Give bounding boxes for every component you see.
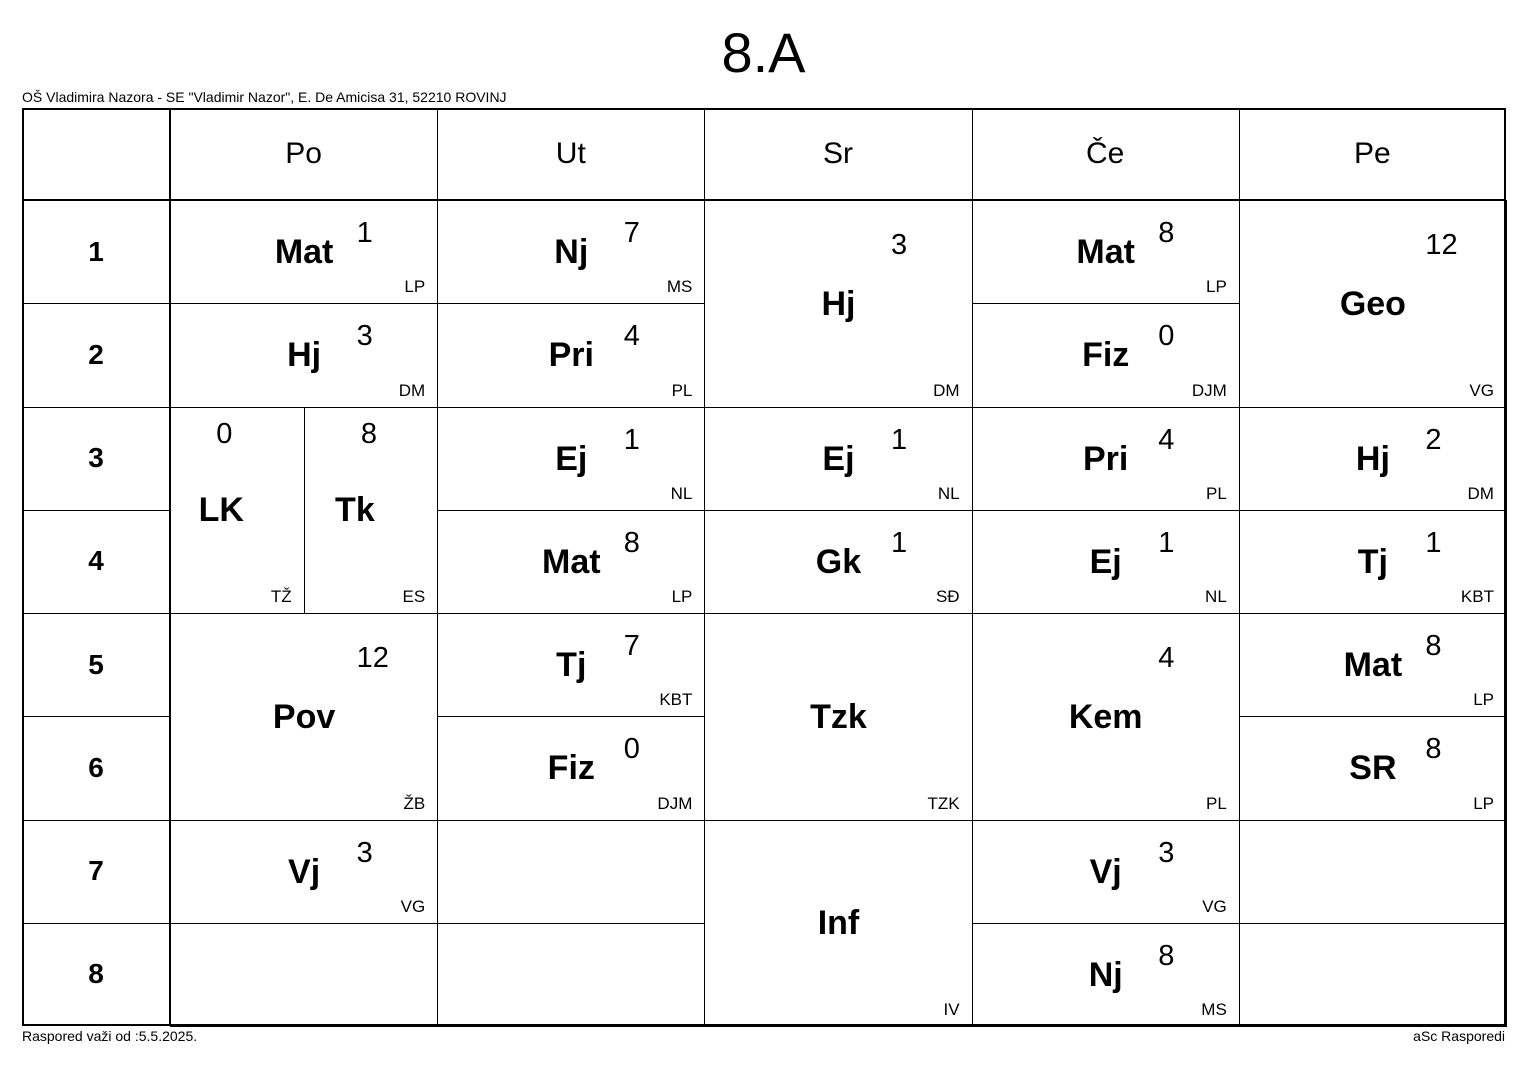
lesson-room: 1 [890,526,908,559]
lesson-teacher: KBT [1460,587,1494,606]
lesson-subject: Gk [815,542,862,581]
lesson-teacher: DJM [1191,380,1227,400]
lesson-room: 3 [890,229,908,261]
lesson-room: 1 [890,423,908,456]
lesson-cell[interactable] [170,407,305,615]
period-header: 4 [88,545,104,577]
lesson-teacher: NL [670,483,693,503]
period-row-divider [22,613,170,614]
lesson-teacher: MS [1201,1000,1227,1019]
lesson-room: 12 [356,642,389,674]
lesson-cell[interactable] [437,200,705,304]
period-header: 6 [88,751,104,783]
lesson-room: 8 [1158,217,1175,249]
lesson-room: 0 [1158,320,1175,353]
lesson-room: 8 [1425,733,1442,766]
lesson-teacher: LP [1473,793,1494,813]
lesson-room: 7 [623,630,640,662]
period-header: 8 [88,958,104,990]
lesson-teacher: DJM [657,793,693,813]
lesson-cell[interactable] [437,510,705,614]
lesson-teacher: TŽ [270,587,292,606]
lesson-room: 0 [216,417,233,450]
lesson-room: 1 [623,423,640,456]
lesson-cell[interactable] [437,303,705,407]
lesson-cell[interactable] [1239,200,1507,408]
lesson-subject: Mat [274,233,334,272]
day-header: Pe [1354,137,1391,170]
lesson-teacher: VG [400,896,426,916]
day-header: Sr [822,137,853,170]
empty-slot [170,923,438,1027]
lesson-teacher: MS [666,277,693,297]
lesson-subject: Ej [822,439,855,478]
lesson-room: 4 [623,320,640,353]
lesson-teacher: PL [1205,793,1227,813]
lesson-subject: Mat [1076,233,1135,272]
lesson-cell[interactable] [972,613,1240,821]
lesson-teacher: NL [937,483,960,503]
day-column-divider [1239,108,1240,200]
lesson-room: 3 [356,836,373,869]
empty-slot [1239,923,1507,1027]
lesson-cell[interactable] [170,200,438,304]
lesson-room: 4 [1158,642,1175,674]
lesson-teacher: DM [1467,483,1494,503]
lesson-subject: Vj [288,852,321,891]
lesson-room: 1 [1158,526,1175,559]
lesson-subject: Tzk [810,697,867,736]
lesson-room: 0 [623,733,640,766]
lesson-cell[interactable] [1239,613,1507,717]
lesson-subject: Pov [272,697,336,736]
period-header: 5 [88,648,104,680]
lesson-room: 1 [356,217,373,249]
lesson-room: 3 [356,320,373,353]
lesson-subject: LK [198,491,244,530]
lesson-teacher: VG [1202,896,1227,916]
lesson-subject: Kem [1068,697,1143,736]
lesson-cell[interactable] [972,923,1240,1027]
lesson-subject: Fiz [547,749,595,788]
lesson-subject: Nj [554,233,589,272]
lesson-room: 8 [1425,630,1442,662]
lesson-cell[interactable] [704,820,972,1028]
empty-slot [1239,820,1507,924]
lesson-teacher: IV [943,1000,960,1019]
lesson-subject: Hj [821,284,856,323]
lesson-room: 1 [1425,526,1442,559]
lesson-cell[interactable] [437,613,705,717]
day-column-divider [972,108,973,200]
lesson-cell[interactable] [304,407,439,615]
lesson-cell[interactable] [972,303,1240,407]
lesson-subject: Mat [1343,646,1403,685]
lesson-subject: Tk [335,491,375,530]
lesson-subject: Mat [542,542,601,581]
lesson-teacher: LP [404,277,426,297]
lesson-cell[interactable] [704,200,972,408]
lesson-subject: Fiz [1082,336,1130,375]
period-column-divider [169,108,171,1026]
lesson-subject: Hj [1355,439,1390,478]
lesson-teacher: TZK [927,793,960,813]
period-row-divider [22,923,170,924]
lesson-room: 12 [1425,229,1458,261]
lesson-subject: Inf [817,904,860,943]
period-row-divider [22,407,170,408]
period-header: 7 [88,855,104,887]
lesson-cell[interactable] [972,820,1240,924]
lesson-subject: Tj [1357,542,1388,581]
lesson-cell[interactable] [1239,716,1507,820]
lesson-cell[interactable] [1239,510,1507,614]
period-header: 3 [88,442,104,474]
lesson-room: 4 [1158,423,1175,456]
day-column-divider [437,108,438,200]
lesson-cell[interactable] [170,613,438,821]
lesson-cell[interactable] [437,716,705,820]
lesson-subject: Ej [555,439,588,478]
lesson-cell[interactable] [972,200,1240,304]
lesson-room: 8 [623,526,640,559]
period-row-divider [22,510,170,511]
lesson-teacher: ŽB [403,793,426,813]
lesson-subject: Pri [548,336,594,375]
lesson-subject: SR [1349,749,1397,788]
lesson-teacher: LP [671,587,693,606]
lesson-cell[interactable] [972,407,1240,511]
lesson-teacher: PL [1205,483,1227,503]
lesson-cell[interactable] [704,613,972,821]
lesson-subject: Tj [556,646,587,685]
lesson-subject: Hj [287,336,322,375]
empty-slot [437,820,705,924]
day-header: Ut [555,137,586,170]
period-header: 2 [88,338,104,370]
empty-slot [437,923,705,1027]
period-row-divider [22,820,170,821]
lesson-cell[interactable] [704,407,972,511]
lesson-teacher: ES [402,587,426,606]
lesson-room: 8 [1158,939,1175,972]
lesson-teacher: NL [1205,587,1227,606]
lesson-subject: Pri [1083,439,1129,478]
lesson-teacher: LP [1473,690,1494,710]
lesson-cell[interactable] [972,510,1240,614]
day-header: Če [1086,137,1125,170]
valid-from: Raspored važi od :5.5.2025. [22,1028,198,1044]
school-info: OŠ Vladimira Nazora - SE "Vladimir Nazor", E. De Amicisa 31, 52210 ROVINJ [22,89,507,105]
period-header: 1 [88,235,104,267]
period-row-divider [22,303,170,304]
day-header: Po [285,137,322,170]
lesson-subject: Vj [1089,852,1122,891]
class-title: 8.A [721,21,806,84]
day-column-divider [704,108,705,200]
lesson-teacher: DM [398,380,426,400]
lesson-cell[interactable] [437,407,705,511]
lesson-cell[interactable] [1239,407,1507,511]
lesson-room: 7 [623,217,640,249]
lesson-cell[interactable] [170,303,438,407]
lesson-teacher: LP [1205,277,1227,297]
timetable-grid [22,108,1506,1026]
period-row-divider [22,716,170,717]
lesson-teacher: DM [933,380,960,400]
lesson-room: 3 [1158,836,1175,869]
lesson-teacher: PL [671,380,693,400]
lesson-teacher: VG [1469,380,1494,400]
lesson-room: 8 [360,417,377,450]
lesson-room: 2 [1425,423,1442,456]
lesson-cell[interactable] [170,820,438,924]
brand-label: aSc Rasporedi [1413,1028,1505,1044]
header-divider [22,199,1506,201]
lesson-cell[interactable] [704,510,972,614]
lesson-subject: Ej [1089,542,1122,581]
lesson-teacher: SĐ [935,587,960,606]
lesson-teacher: KBT [659,690,693,710]
lesson-subject: Nj [1088,955,1123,994]
lesson-subject: Geo [1339,284,1406,323]
